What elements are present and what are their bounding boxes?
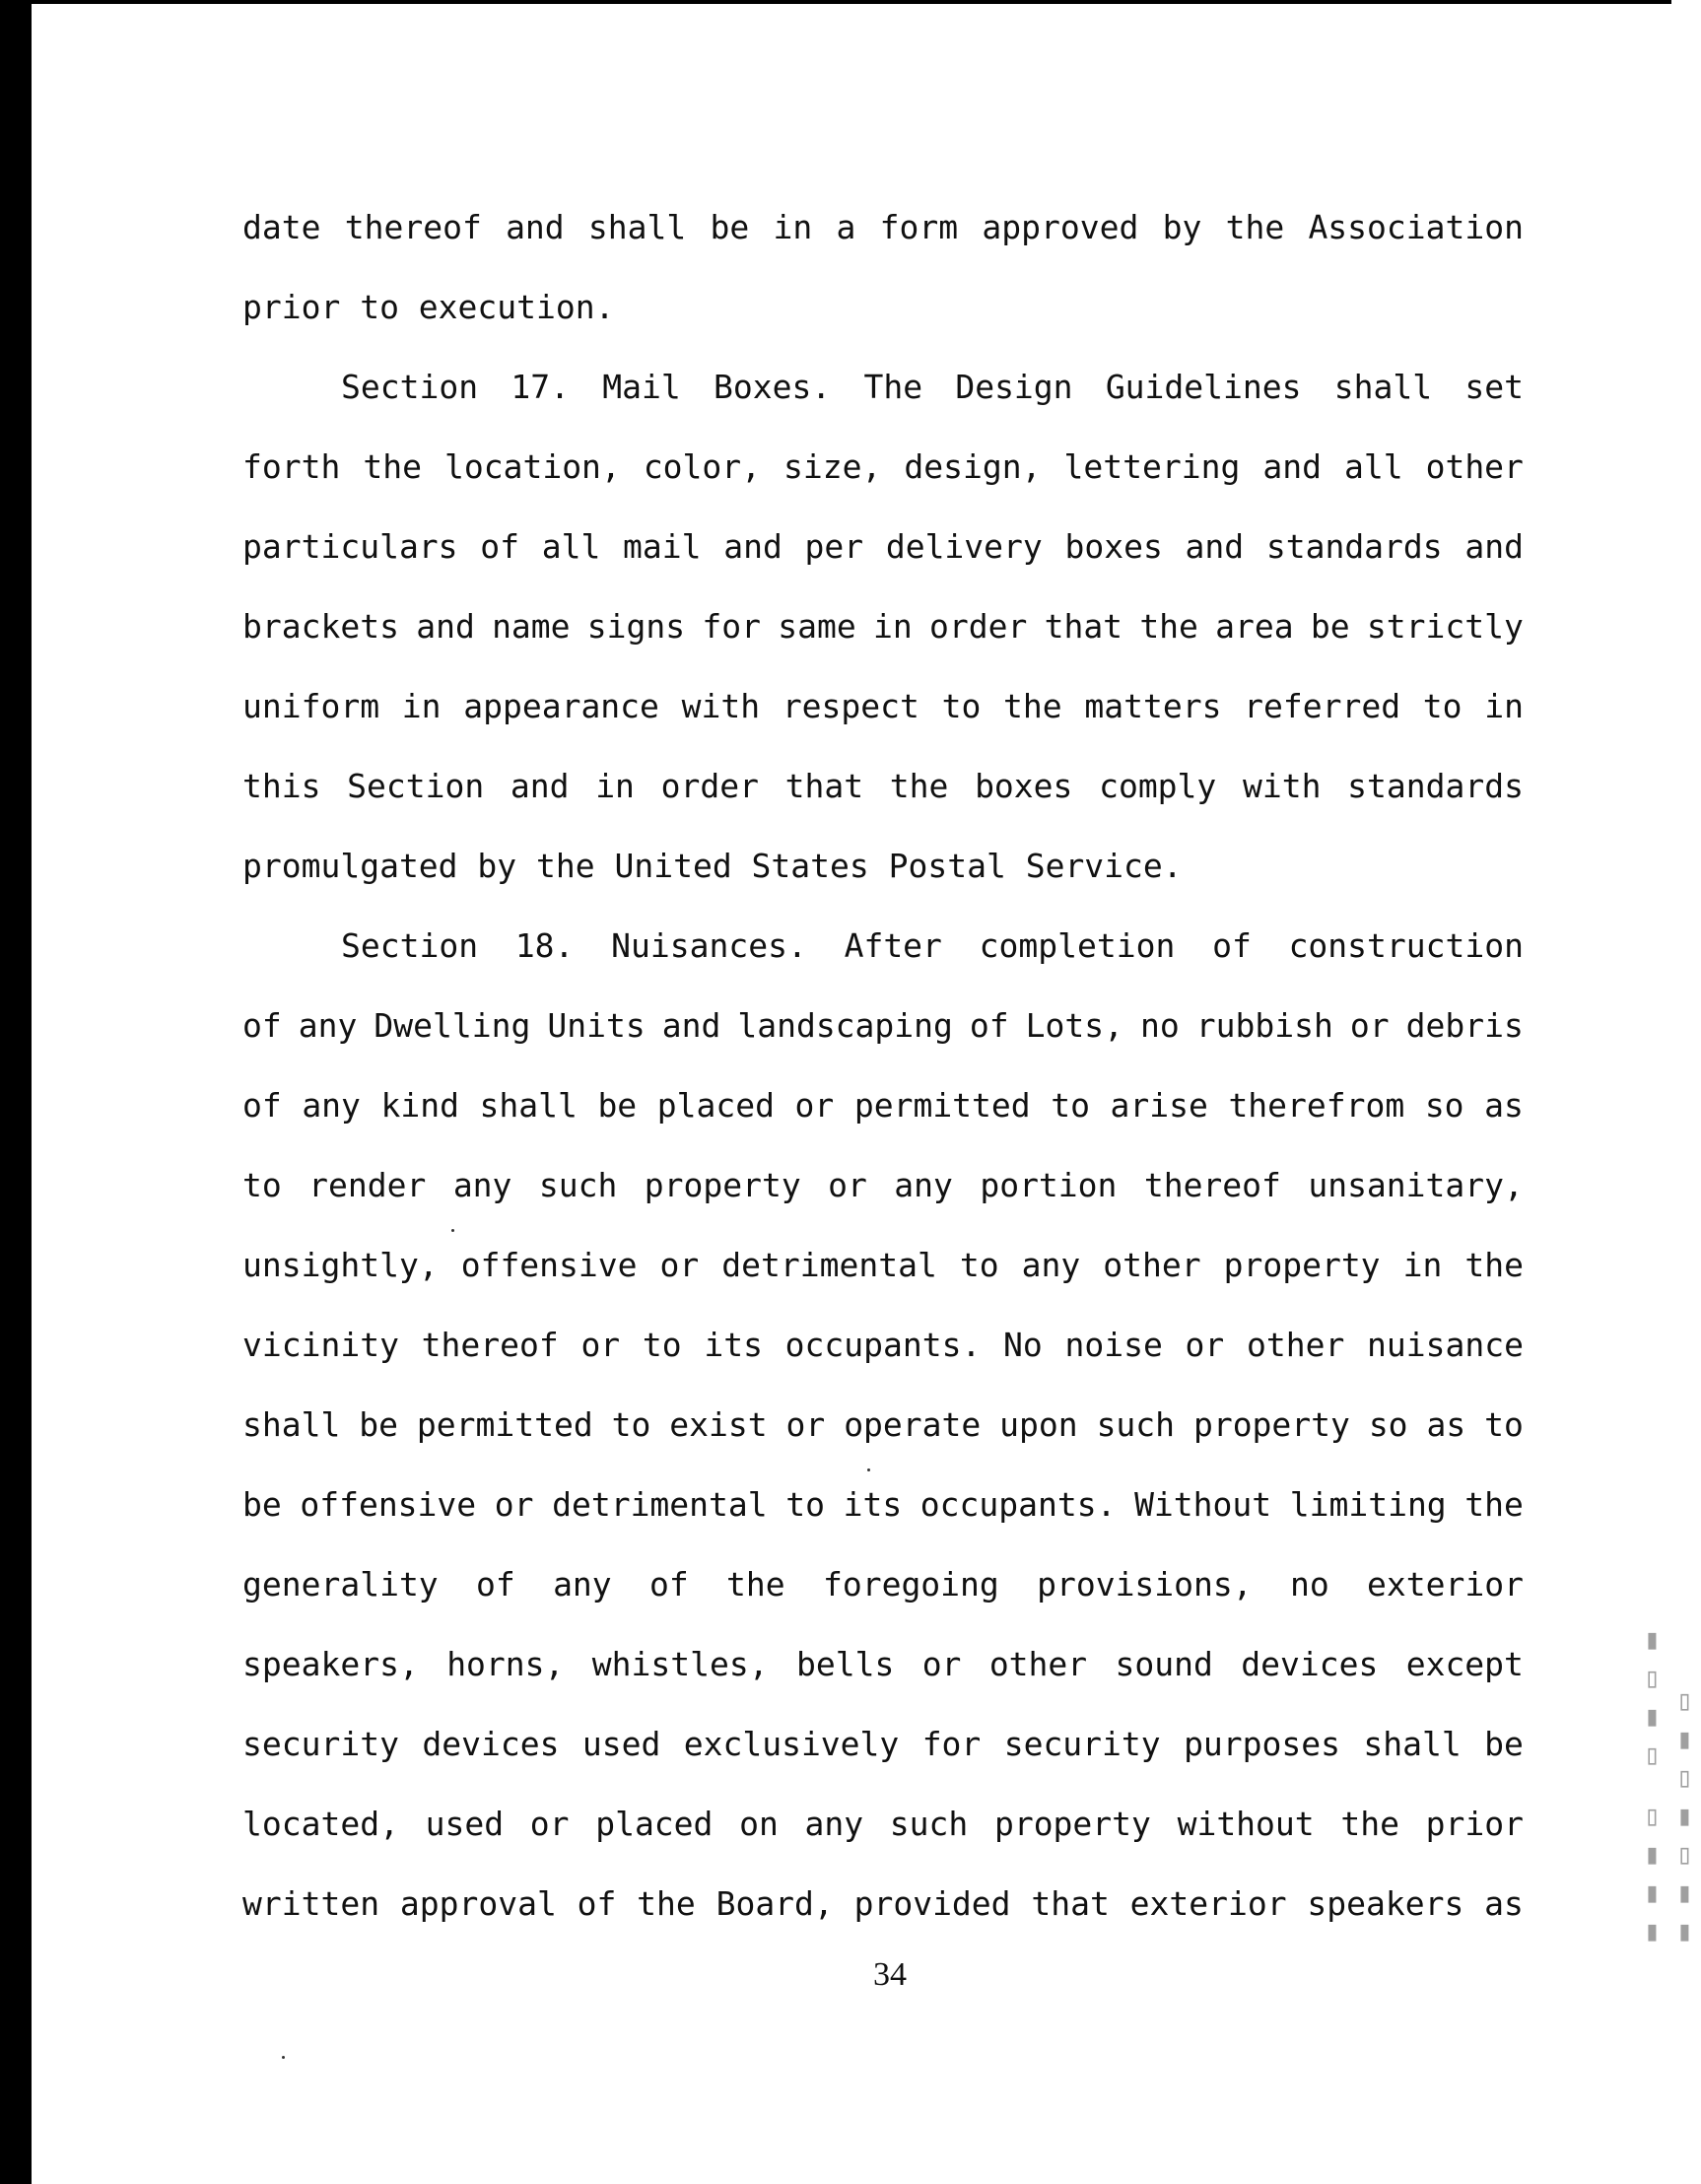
text-line: of any kind shall be placed or permitted to arise therefrom so as [242, 1086, 1524, 1125]
text-line: uniform in appearance with respect to the matters referred to in [242, 687, 1524, 725]
text-line: generality of any of the foregoing provisions, no exterior [242, 1565, 1524, 1604]
text-line: this Section and in order that the boxes comply with standards [242, 767, 1524, 805]
text-line: Section 17. Mail Boxes. The Design Guidelines shall set [341, 368, 1524, 406]
scan-border-top [0, 0, 1671, 4]
document-body [242, 187, 1524, 1944]
text-line: to render any such property or any portion thereof unsanitary, [242, 1166, 1524, 1204]
text-line: date thereof and shall be in a form approved by the Association [242, 208, 1524, 246]
margin-stamp: ▮▮▮▯ ▯▮▯▮ ▮▮▯▮▯▮▯ [1636, 1621, 1701, 1951]
scan-speck [451, 1229, 454, 1232]
text-line: prior to execution. [242, 288, 615, 326]
scan-border-left [0, 0, 32, 2184]
text-line: Section 18. Nuisances. After completion of construction [341, 926, 1524, 965]
text-line: unsightly, offensive or detrimental to any other property in the [242, 1246, 1524, 1284]
text-line: of any Dwelling Units and landscaping of Lots, no rubbish or debris [242, 1006, 1524, 1045]
text-line: vicinity thereof or to its occupants. No noise or other nuisance [242, 1326, 1524, 1364]
text-line: located, used or placed on any such property without the prior [242, 1805, 1524, 1843]
text-line: shall be permitted to exist or operate upon such property so as to [242, 1405, 1524, 1444]
text-line: forth the location, color, size, design, lettering and all other [242, 447, 1524, 486]
text-line: be offensive or detrimental to its occupants. Without limiting the [242, 1485, 1524, 1524]
scan-speck [282, 2056, 285, 2059]
scan-speck [867, 1468, 870, 1471]
page-number: 34 [873, 1956, 907, 1993]
text-line: security devices used exclusively for security purposes shall be [242, 1725, 1524, 1763]
text-line: speakers, horns, whistles, bells or other sound devices except [242, 1645, 1524, 1683]
text-line: written approval of the Board, provided that exterior speakers as [242, 1884, 1524, 1923]
text-line: particulars of all mail and per delivery boxes and standards and [242, 527, 1524, 566]
text-line: brackets and name signs for same in order that the area be strictly [242, 607, 1524, 646]
text-line: promulgated by the United States Postal Service. [242, 847, 1183, 885]
